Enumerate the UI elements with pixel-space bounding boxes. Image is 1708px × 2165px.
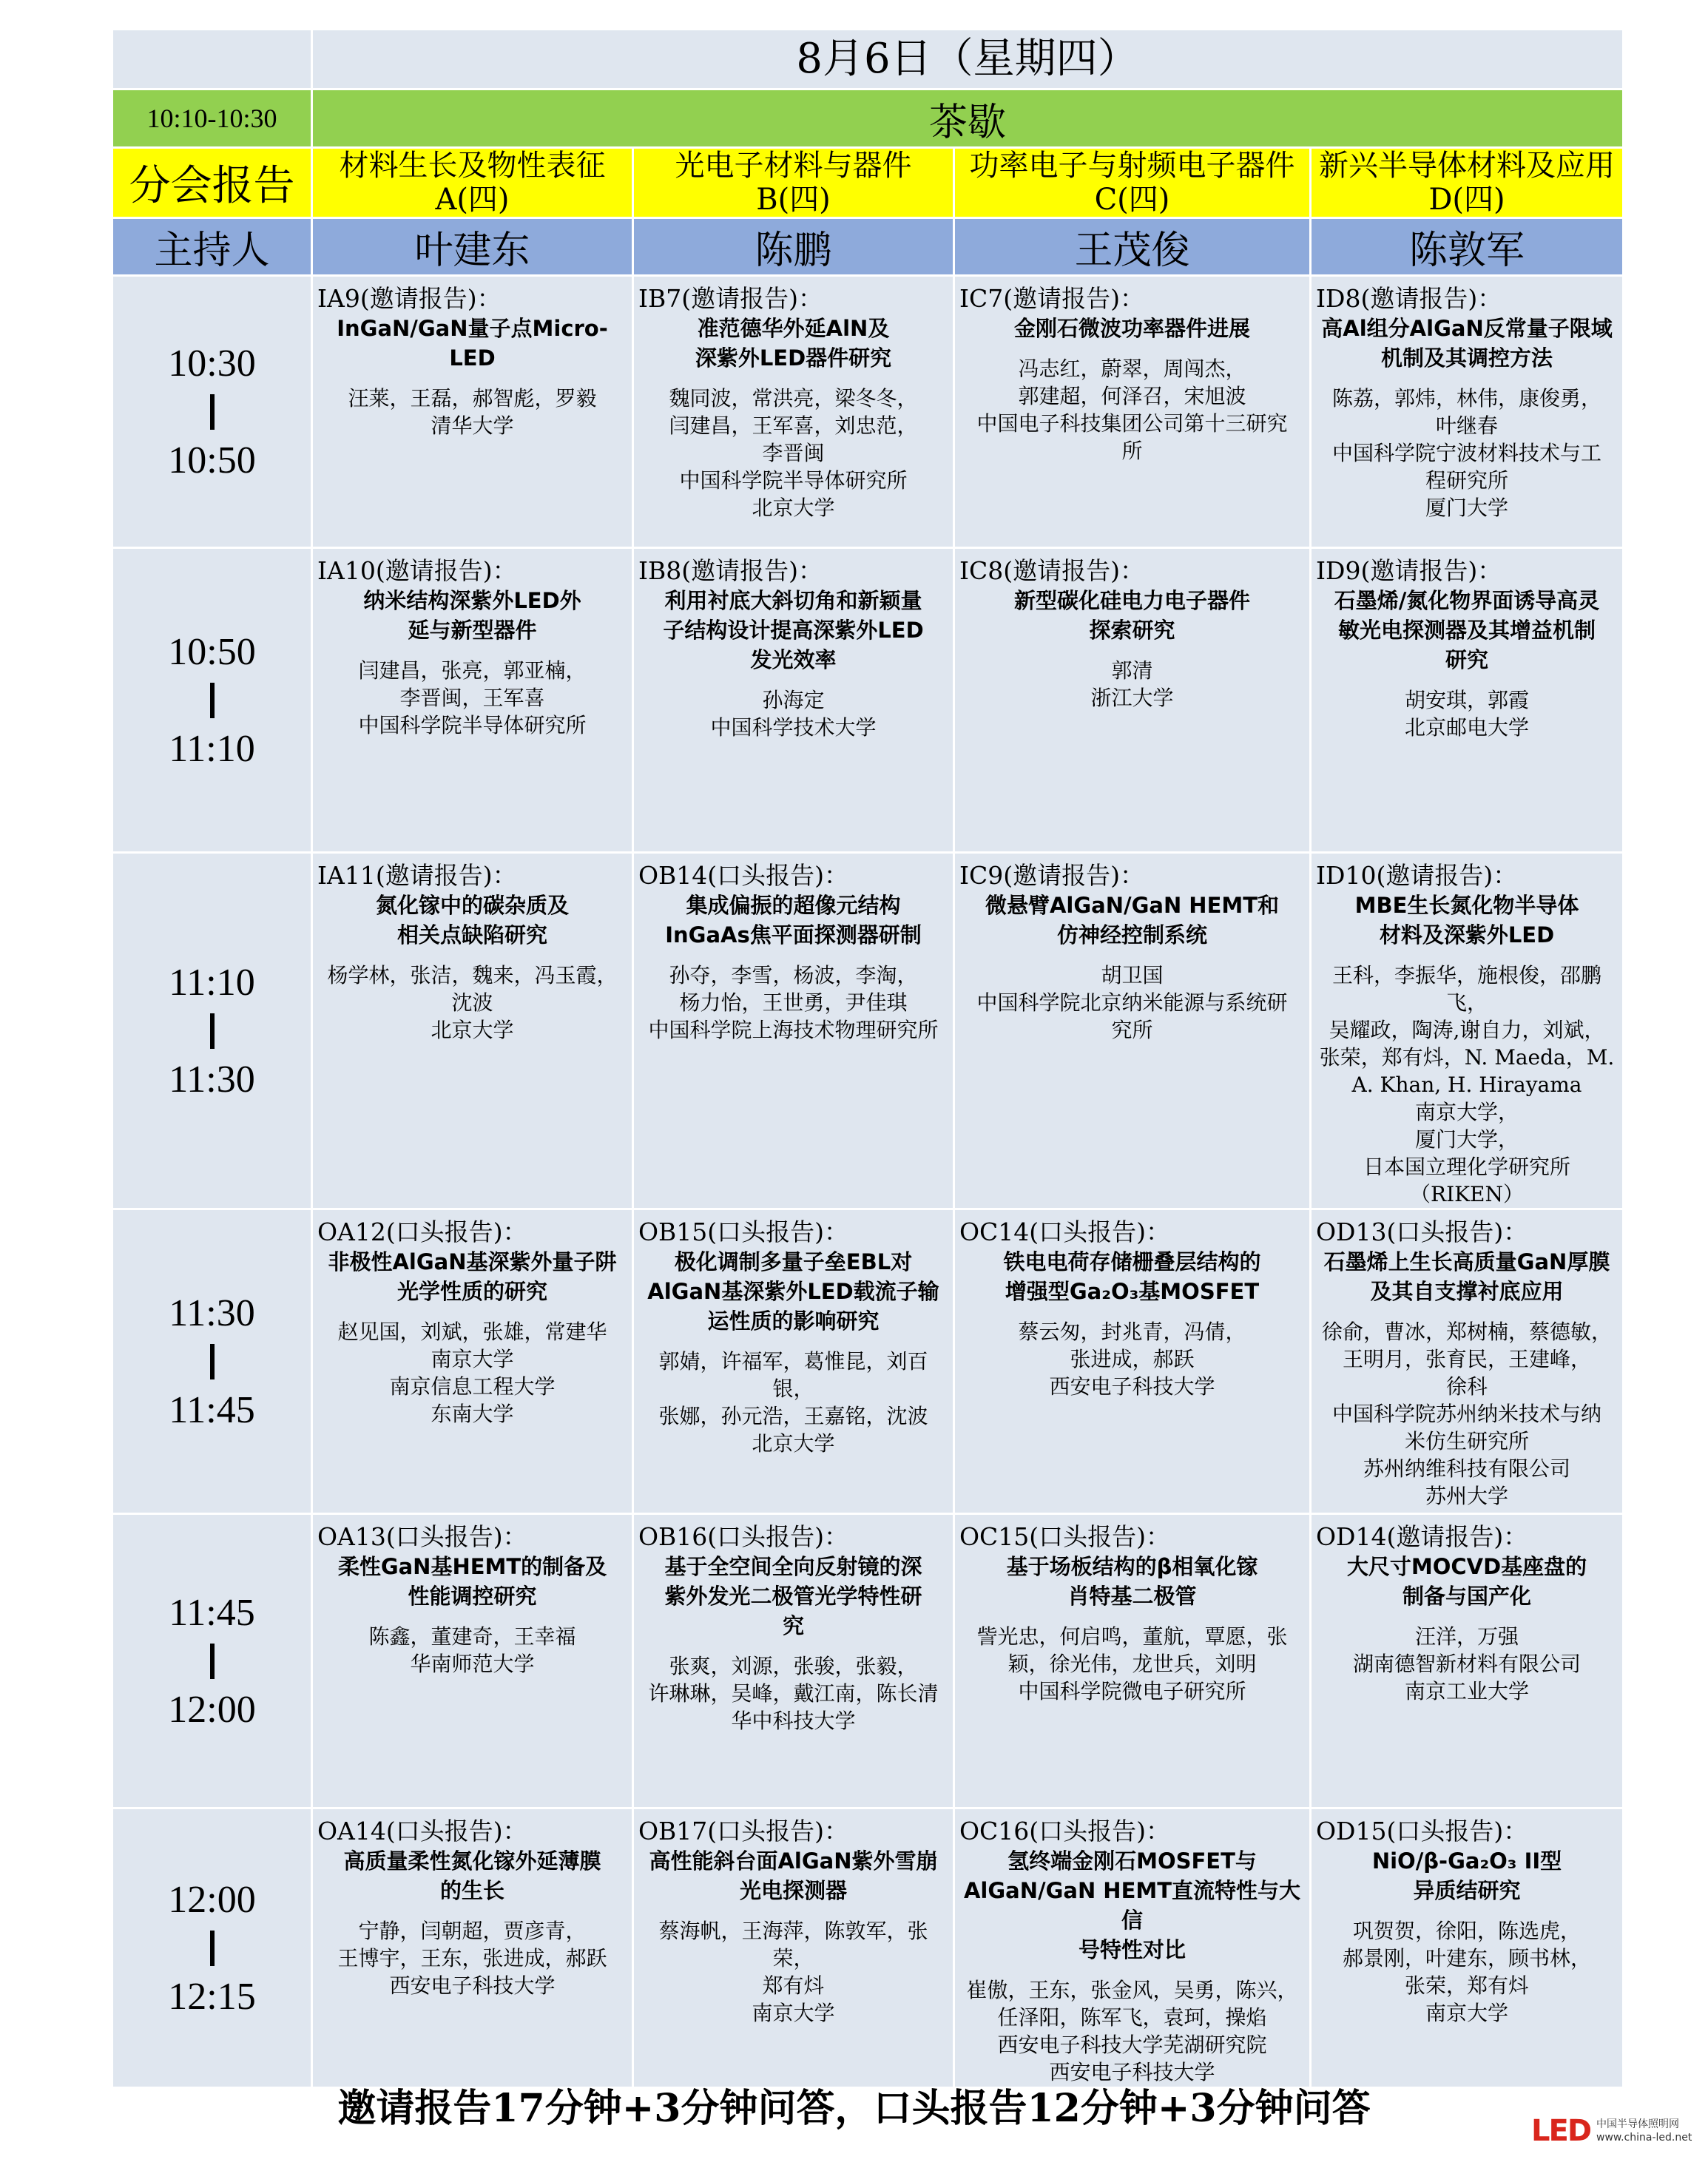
- author-line: 中国科学院宁波材料技术与工: [1332, 441, 1602, 465]
- talk-code: IA10(邀请报告)：: [317, 556, 517, 585]
- author-line: 王科，李振华，施根俊，邵鹏飞，: [1332, 963, 1602, 1015]
- talk-cell: [312, 1808, 633, 2088]
- talk-title-line: 石墨烯/氮化物界面诱导高灵: [1334, 588, 1600, 613]
- session-d: [1311, 148, 1624, 218]
- date-title: 8月6日（星期四）: [312, 30, 1624, 89]
- author-line: 孙夺，李雪，杨波，李淘，: [669, 963, 918, 987]
- time-slot: [112, 853, 312, 1209]
- talk-code: IA11(邀请报告)：: [317, 861, 517, 890]
- slot-start: 11:45: [169, 1591, 255, 1634]
- talk-code: IB7(邀请报告)：: [638, 284, 823, 313]
- talk-title: [959, 1846, 1305, 1965]
- author-line: 华南师范大学: [410, 1652, 535, 1676]
- talk-title-line: 性能调控研究: [408, 1584, 537, 1609]
- session-row: [112, 148, 1624, 218]
- talk-title-line: 及其自支撑衬底应用: [1370, 1279, 1564, 1304]
- talk-cell: [1311, 1808, 1624, 2088]
- author-line: 西安电子科技大学芜湖研究院: [997, 2033, 1267, 2057]
- time-slot: [112, 1514, 312, 1808]
- site-logo: [1531, 2114, 1692, 2148]
- slot-start: 10:30: [168, 342, 256, 385]
- talk-code: OA12(口头报告)：: [317, 1217, 527, 1246]
- author-line: 闫建昌，王军喜，刘忠范，: [669, 413, 918, 438]
- talk-title-line: 准范德华外延AlN及: [697, 316, 890, 341]
- author-line: 中国科学院半导体研究所: [358, 713, 587, 737]
- talk-code: IC7(邀请报告)：: [959, 284, 1145, 313]
- author-line: 任泽阳，陈军飞，袁珂，操焰: [997, 2005, 1267, 2030]
- host-label: 主持人: [112, 218, 312, 276]
- talk-title-line: 发光效率: [750, 647, 837, 672]
- talk-title-line: 微悬臂AlGaN/GaN HEMT和: [985, 893, 1280, 918]
- author-line: 徐科: [1446, 1374, 1488, 1399]
- slot-end: 11:30: [169, 1058, 255, 1101]
- talk-authors: [959, 1318, 1305, 1400]
- author-line: 颖，徐光伟，龙世兵，刘明: [1007, 1652, 1257, 1676]
- talk-title-line: 子结构设计提高深紫外LED: [663, 618, 924, 643]
- session-c: [954, 148, 1311, 218]
- session-code: C(四): [1094, 183, 1170, 217]
- talk-authors: [317, 1318, 627, 1428]
- author-line: 汪莱，王磊，郝智彪，罗毅: [348, 386, 597, 411]
- talk-title: [317, 314, 627, 373]
- talk-title: [959, 891, 1305, 950]
- author-line: 中国科学院上海技术物理研究所: [648, 1018, 939, 1042]
- author-line: 叶继春: [1436, 413, 1499, 438]
- talk-code: OB15(口头报告)：: [638, 1217, 849, 1246]
- time-slot-row: [112, 1808, 1624, 2088]
- talk-title-line: 大尺寸MOCVD基座盘的: [1346, 1554, 1587, 1579]
- author-line: 孙海定: [762, 688, 825, 712]
- author-line: 冯志红，蔚翠，周闯杰，: [1018, 357, 1246, 381]
- talk-authors: [1316, 385, 1618, 521]
- talk-cell: [312, 1514, 633, 1808]
- talk-title-line: 探索研究: [1089, 618, 1175, 643]
- talk-title: [317, 1247, 627, 1306]
- slot-end: 10:50: [168, 439, 256, 482]
- time-slot-row: [112, 853, 1624, 1209]
- talk-cell: [1311, 1514, 1624, 1808]
- author-line: 魏同波，常洪亮，梁冬冬，: [669, 386, 918, 411]
- author-line: 蔡云匆，封兆青，冯倩，: [1018, 1320, 1246, 1344]
- footer-note: 邀请报告17分钟+3分钟问答，口头报告12分钟+3分钟问答: [337, 2086, 1371, 2131]
- session-name: 光电子材料与器件: [675, 149, 912, 183]
- talk-authors: [959, 1976, 1305, 2086]
- author-line: 中国科学院半导体研究所: [679, 468, 908, 493]
- talk-title-line: 运性质的影响研究: [707, 1308, 880, 1334]
- talk-title-line: 氢终端金刚石MOSFET与: [1007, 1848, 1257, 1874]
- talk-title-line: InGaN/GaN量子点Micro-LED: [337, 316, 608, 371]
- session-code: B(四): [756, 183, 831, 217]
- author-line: 南京工业大学: [1405, 1679, 1530, 1703]
- time-slot: [112, 548, 312, 853]
- talk-cell: [633, 853, 954, 1209]
- author-line: 南京信息工程大学: [389, 1374, 556, 1399]
- slot-end: 11:45: [169, 1388, 255, 1431]
- author-line: 徐俞，曹冰，郑树楠，蔡德敏，: [1322, 1320, 1613, 1344]
- author-line: 西安电子科技大学: [389, 1973, 556, 1998]
- talk-authors: [1316, 962, 1618, 1208]
- time-slot-row: [112, 548, 1624, 853]
- time-separator: [210, 1931, 215, 1966]
- author-line: 汪洋，万强: [1415, 1624, 1519, 1649]
- talk-cell: [954, 1808, 1311, 2088]
- talk-code: OD15(口头报告)：: [1316, 1817, 1528, 1845]
- talk-code: OB16(口头报告)：: [638, 1522, 849, 1551]
- author-line: 郭建超，何泽召，宋旭波: [1018, 384, 1246, 408]
- author-line: 郭婧，许福军，葛惟昆，刘百银，: [658, 1349, 928, 1401]
- author-line: 李晋闽: [762, 441, 825, 465]
- talk-title-line: 深紫外LED器件研究: [695, 345, 892, 371]
- author-line: 张进成，郝跃: [1070, 1347, 1195, 1371]
- talk-title-line: 基于全空间全向反射镜的深: [664, 1554, 922, 1579]
- slot-end: 12:15: [168, 1975, 256, 2018]
- talk-title: [317, 586, 627, 645]
- talk-title: [317, 1846, 627, 1905]
- talk-title: [1316, 1846, 1618, 1905]
- session-code: A(四): [435, 183, 510, 217]
- author-line: 赵见国，刘斌，张雄，常建华: [337, 1320, 607, 1344]
- talk-title: [638, 314, 948, 373]
- session-code: D(四): [1428, 183, 1505, 217]
- author-line: 王博宇，王东，张进成，郝跃: [337, 1946, 607, 1970]
- talk-title: [1316, 1552, 1618, 1611]
- slot-start: 12:00: [168, 1878, 256, 1921]
- talk-title-line: 氮化镓中的碳杂质及: [375, 893, 569, 918]
- author-line: 陈鑫，董建奇，王幸福: [368, 1624, 576, 1649]
- talk-cell: [312, 853, 633, 1209]
- tea-break-time: 10:10-10:30: [112, 89, 312, 148]
- talk-title-line: 纳米结构深紫外LED外: [363, 588, 581, 613]
- talk-cell: [954, 276, 1311, 548]
- talk-code: OD14(邀请报告)：: [1316, 1522, 1528, 1551]
- talk-authors: [638, 385, 948, 521]
- talk-code: OC15(口头报告)：: [959, 1522, 1171, 1551]
- author-line: 东南大学: [431, 1402, 514, 1426]
- talk-cell: [633, 1209, 954, 1514]
- author-line: 中国科学院北京纳米能源与系统研: [976, 990, 1288, 1015]
- author-line: 张荣，郑有炓，N. Maeda，M.: [1319, 1045, 1615, 1070]
- talk-title-line: 新型碳化硅电力电子器件: [1013, 588, 1250, 613]
- author-line: 究所: [1111, 1018, 1153, 1042]
- host-row: [112, 218, 1624, 276]
- logo-mark: LED: [1531, 2114, 1591, 2148]
- author-line: 杨力怡，王世勇，尹佳琪: [679, 990, 908, 1015]
- talk-title-line: 紫外发光二极管光学特性研: [664, 1584, 922, 1609]
- talk-title-line: 极化调制多量子垒EBL对: [674, 1249, 913, 1274]
- host-name: 陈鹏: [633, 218, 954, 276]
- talk-title-line: NiO/β-Ga₂O₃ II型: [1371, 1848, 1562, 1874]
- author-line: 胡安琪，郭霞: [1405, 688, 1530, 712]
- talk-code: ID9(邀请报告)：: [1316, 556, 1502, 585]
- author-line: 浙江大学: [1090, 686, 1174, 710]
- time-slot: [112, 1808, 312, 2088]
- author-line: 郭清: [1111, 658, 1153, 683]
- author-line: 北京邮电大学: [1405, 715, 1530, 740]
- session-b: [633, 148, 954, 218]
- time-separator: [210, 1013, 215, 1049]
- session-name: 新兴半导体材料及应用: [1319, 149, 1615, 183]
- talk-title-line: 高性能斜台面AlGaN紫外雪崩: [649, 1848, 938, 1874]
- slot-start: 10:50: [168, 630, 256, 673]
- author-line: 厦门大学，: [1415, 1127, 1519, 1152]
- talk-authors: [1316, 1917, 1618, 2027]
- talk-title: [959, 314, 1305, 343]
- time-slot-row: [112, 276, 1624, 548]
- talk-code: OD13(口头报告)：: [1316, 1217, 1528, 1246]
- talk-cell: [312, 548, 633, 853]
- author-line: 王明月，张育民，王建峰，: [1343, 1347, 1592, 1371]
- talk-title: [1316, 891, 1618, 950]
- author-line: 西安电子科技大学: [1049, 2060, 1215, 2084]
- talk-title-line: 光电探测器: [739, 1878, 847, 1903]
- talk-authors: [1316, 686, 1618, 741]
- author-line: 杨学林，张洁，魏来，冯玉霞，: [327, 963, 618, 987]
- author-line: 张荣，郑有炓: [1405, 1973, 1530, 1998]
- talk-authors: [959, 1623, 1305, 1705]
- talk-title: [317, 891, 627, 950]
- slot-end: 12:00: [168, 1688, 256, 1731]
- author-line: 北京大学: [431, 1018, 514, 1042]
- logo-name: 中国半导体照明网: [1596, 2118, 1680, 2130]
- time-slot: [112, 1209, 312, 1514]
- author-line: 清华大学: [431, 413, 514, 438]
- talk-title-line: 研究: [1445, 647, 1489, 672]
- slot-start: 11:10: [169, 961, 255, 1004]
- author-line: 张娜，孙元浩，王嘉铭，沈波: [658, 1404, 928, 1428]
- talk-title-line: 的生长: [439, 1878, 504, 1903]
- talk-code: OC16(口头报告)：: [959, 1817, 1171, 1845]
- author-line: 厦门大学: [1425, 496, 1509, 520]
- talk-title-line: AlGaN/GaN HEMT直流特性与大信: [963, 1878, 1301, 1933]
- talk-title-line: 敏光电探测器及其增益机制: [1338, 618, 1596, 643]
- talk-title: [1316, 586, 1618, 675]
- talk-cell: [633, 1514, 954, 1808]
- talk-title-line: AlGaN基深紫外LED载流子输: [647, 1279, 939, 1304]
- talk-code: OA13(口头报告)：: [317, 1522, 527, 1551]
- author-line: 沈波: [451, 990, 493, 1015]
- author-line: 吴耀政，陶涛,谢自力，刘斌，: [1329, 1018, 1605, 1042]
- talk-authors: [959, 962, 1305, 1044]
- talk-title-line: MBE生长氮化物半导体: [1354, 893, 1579, 918]
- author-line: 蔡海帆，王海萍，陈敦军，张荣，: [658, 1919, 928, 1970]
- time-separator: [210, 1644, 215, 1679]
- talk-code: IB8(邀请报告)：: [638, 556, 823, 585]
- talk-code: ID8(邀请报告)：: [1316, 284, 1502, 313]
- talk-cell: [1311, 853, 1624, 1209]
- author-line: 南京大学: [752, 2001, 835, 2025]
- time-separator: [210, 1344, 215, 1379]
- talk-title-line: 高质量柔性氮化镓外延薄膜: [343, 1848, 601, 1874]
- talk-cell: [954, 1514, 1311, 1808]
- author-line: 苏州大学: [1425, 1484, 1509, 1508]
- talk-title-line: 高Al组分AlGaN反常量子限域: [1321, 316, 1613, 341]
- author-line: 中国科学院微电子研究所: [1018, 1679, 1246, 1703]
- author-line: 郑有炓: [762, 1973, 825, 1998]
- host-name: 陈敦军: [1311, 218, 1624, 276]
- talk-title-line: 制备与国产化: [1402, 1584, 1532, 1609]
- schedule-table: [111, 28, 1624, 2089]
- author-line: 所: [1121, 439, 1143, 463]
- talk-cell: [633, 1808, 954, 2088]
- talk-code: IA9(邀请报告)：: [317, 284, 502, 313]
- session-name: 功率电子与射频电子器件: [969, 149, 1295, 183]
- talk-authors: [1316, 1623, 1618, 1705]
- slot-start: 11:30: [169, 1291, 255, 1334]
- talk-authors: [317, 385, 627, 439]
- talk-title: [1316, 1247, 1618, 1306]
- tea-break-row: [112, 89, 1624, 148]
- talk-code: IC9(邀请报告)：: [959, 861, 1145, 890]
- author-line: 日本国立理化学研究所（RIKEN）: [1363, 1155, 1571, 1206]
- talk-title-line: 利用衬底大斜切角和新颖量: [664, 588, 922, 613]
- talk-authors: [317, 657, 627, 739]
- talk-title-line: 肖特基二极管: [1067, 1584, 1197, 1609]
- talk-cell: [312, 1209, 633, 1514]
- talk-cell: [1311, 548, 1624, 853]
- talk-title-line: 铁电电荷存储栅叠层结构的: [1003, 1249, 1261, 1274]
- talk-title-line: 相关点缺陷研究: [396, 922, 547, 948]
- talk-authors: [638, 1917, 948, 2027]
- talk-code: ID10(邀请报告)：: [1316, 861, 1518, 890]
- talk-code: OB14(口头报告)：: [638, 861, 849, 890]
- talk-authors: [1316, 1318, 1618, 1510]
- talk-authors: [959, 657, 1305, 712]
- talk-authors: [638, 1348, 948, 1457]
- author-line: 中国科学院苏州纳米技术与纳: [1332, 1402, 1602, 1426]
- author-line: 湖南德智新材料有限公司: [1353, 1652, 1582, 1676]
- author-line: 西安电子科技大学: [1049, 1374, 1215, 1399]
- talk-title: [959, 586, 1305, 645]
- talk-title: [638, 1846, 948, 1905]
- author-line: 北京大学: [752, 496, 835, 520]
- time-separator: [210, 394, 215, 430]
- author-line: 米仿生研究所: [1405, 1429, 1530, 1453]
- author-line: 闫建昌，张亮，郭亚楠，: [358, 658, 587, 683]
- host-name: 王茂俊: [954, 218, 1311, 276]
- talk-title: [1316, 314, 1618, 373]
- author-line: 陈荔，郭炜，林伟，康俊勇，: [1332, 386, 1602, 411]
- session-label: 分会报告: [112, 148, 312, 218]
- talk-authors: [317, 1917, 627, 1999]
- date-corner: [112, 30, 312, 89]
- talk-cell: [954, 548, 1311, 853]
- tea-break-label: 茶歇: [312, 89, 1624, 148]
- author-line: 中国科学技术大学: [710, 715, 877, 740]
- author-line: 程研究所: [1425, 468, 1509, 493]
- author-line: A. Khan, H. Hirayama: [1351, 1073, 1582, 1097]
- talk-cell: [633, 548, 954, 853]
- talk-authors: [317, 962, 627, 1044]
- time-slot: [112, 276, 312, 548]
- author-line: 崔傲，王东，张金风，吴勇，陈兴，: [966, 1978, 1298, 2002]
- talk-authors: [959, 355, 1305, 465]
- author-line: 华中科技大学: [731, 1709, 856, 1733]
- talk-title-line: 非极性AlGaN基深紫外量子阱: [328, 1249, 617, 1274]
- talk-title: [638, 586, 948, 675]
- talk-title-line: 究: [782, 1613, 804, 1638]
- talk-authors: [638, 1652, 948, 1735]
- slot-end: 11:10: [169, 727, 255, 770]
- talk-title-line: 柔性GaN基HEMT的制备及: [337, 1554, 607, 1579]
- talk-title-line: 集成偏振的超像元结构: [686, 893, 901, 918]
- host-name: 叶建东: [312, 218, 633, 276]
- author-line: 张爽，刘源，张骏，张毅，: [669, 1654, 918, 1678]
- talk-title: [638, 1552, 948, 1641]
- author-line: 南京大学: [431, 1347, 514, 1371]
- talk-cell: [1311, 1209, 1624, 1514]
- talk-title-line: 材料及深紫外LED: [1379, 922, 1555, 948]
- talk-title-line: 增强型Ga₂O₃基MOSFET: [1005, 1279, 1260, 1304]
- talk-code: OA14(口头报告)：: [317, 1817, 527, 1845]
- logo-url: www.china-led.net: [1596, 2132, 1692, 2144]
- talk-title-line: 仿神经控制系统: [1056, 922, 1207, 948]
- talk-cell: [1311, 276, 1624, 548]
- author-line: 李晋闽，王军喜: [399, 686, 545, 710]
- talk-authors: [638, 686, 948, 741]
- talk-title: [959, 1552, 1305, 1611]
- talk-title-line: 石墨烯上生长高质量GaN厚膜: [1323, 1249, 1610, 1274]
- author-line: 南京大学，: [1415, 1100, 1519, 1124]
- talk-title: [959, 1247, 1305, 1306]
- author-line: 訾光忠，何启鸣，董航，覃愿，张: [976, 1624, 1288, 1649]
- talk-code: IC8(邀请报告)：: [959, 556, 1145, 585]
- talk-title-line: 延与新型器件: [408, 618, 537, 643]
- author-line: 郝景刚，叶建东，顾书林，: [1343, 1946, 1592, 1970]
- talk-title-line: 基于场板结构的β相氧化镓: [1006, 1554, 1258, 1579]
- talk-title-line: 号特性对比: [1078, 1937, 1186, 1962]
- time-slot-row: [112, 1209, 1624, 1514]
- time-slot-row: [112, 1514, 1624, 1808]
- author-line: 巩贺贺，徐阳，陈选虎，: [1353, 1919, 1582, 1943]
- talk-cell: [954, 1209, 1311, 1514]
- talk-title: [638, 891, 948, 950]
- author-line: 胡卫国: [1101, 963, 1164, 987]
- session-a: [312, 148, 633, 218]
- talk-authors: [317, 1623, 627, 1678]
- author-line: 苏州纳维科技有限公司: [1363, 1456, 1571, 1481]
- talk-cell: [312, 276, 633, 548]
- talk-title-line: InGaAs焦平面探测器研制: [665, 922, 922, 948]
- talk-title: [638, 1247, 948, 1336]
- author-line: 南京大学: [1425, 2001, 1509, 2025]
- author-line: 宁静，闫朝超，贾彦青，: [358, 1919, 587, 1943]
- talk-title-line: 金刚石微波功率器件进展: [1013, 316, 1250, 341]
- talk-code: OC14(口头报告)：: [959, 1217, 1171, 1246]
- session-name: 材料生长及物性表征: [339, 149, 606, 183]
- author-line: 北京大学: [752, 1431, 835, 1456]
- talk-cell: [954, 853, 1311, 1209]
- talk-title-line: 光学性质的研究: [396, 1279, 547, 1304]
- talk-title: [317, 1552, 627, 1611]
- talk-authors: [638, 962, 948, 1044]
- time-separator: [210, 683, 215, 718]
- logo-text: [1596, 2118, 1692, 2144]
- talk-title-line: 异质结研究: [1413, 1878, 1521, 1903]
- talk-title-line: 机制及其调控方法: [1381, 345, 1553, 371]
- author-line: 中国电子科技集团公司第十三研究: [976, 411, 1288, 436]
- talk-code: OB17(口头报告)：: [638, 1817, 849, 1845]
- author-line: 许琳琳，吴峰，戴江南，陈长清: [648, 1681, 939, 1706]
- date-row: [112, 30, 1624, 89]
- talk-cell: [633, 276, 954, 548]
